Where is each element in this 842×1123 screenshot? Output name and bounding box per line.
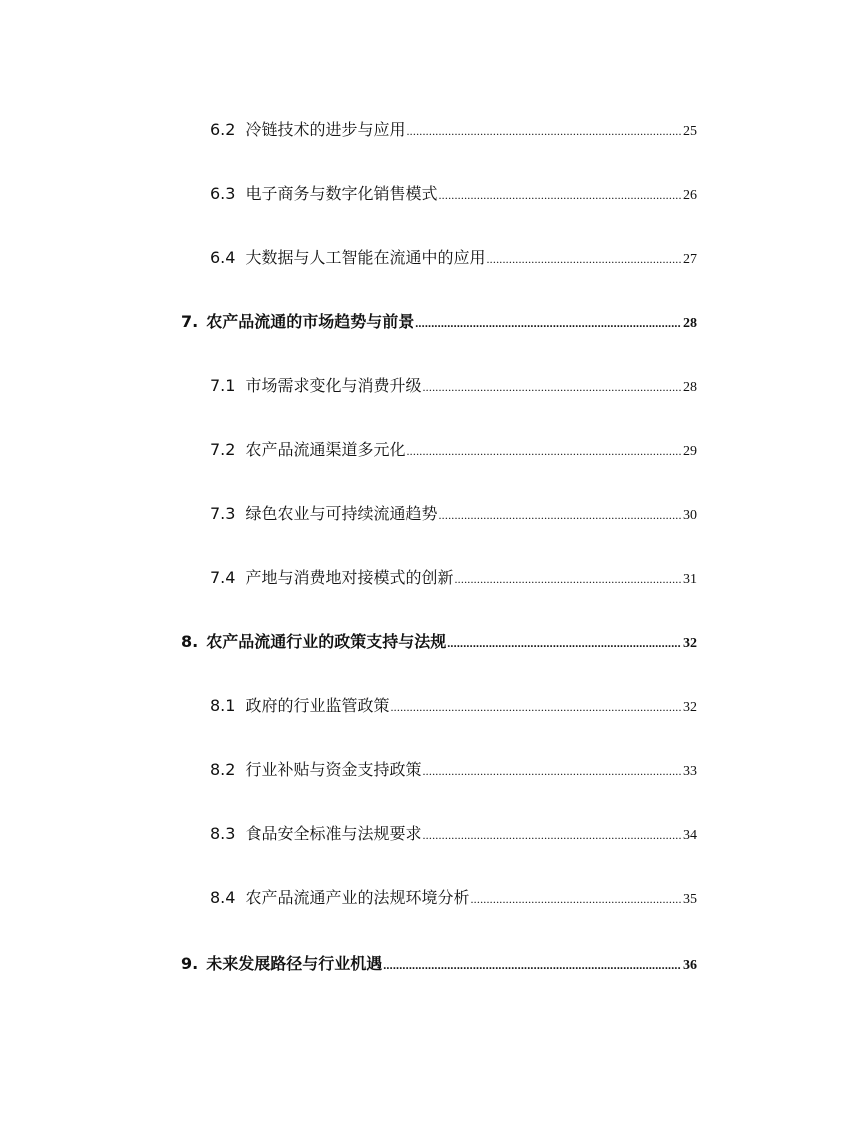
entry-number: 6.2	[210, 120, 236, 139]
toc-entry-6-2[interactable]	[210, 118, 697, 142]
dot-leader	[422, 823, 681, 847]
entry-number: 8.1	[210, 696, 236, 715]
dot-leader	[454, 567, 681, 591]
entry-title: 食品安全标准与法规要求	[245, 824, 422, 843]
toc-entry-8[interactable]	[181, 630, 697, 654]
page-number: 29	[683, 444, 697, 459]
dot-leader	[383, 953, 681, 977]
dot-leader	[390, 695, 681, 719]
toc-entry-7-3[interactable]	[210, 502, 697, 526]
page-number: 35	[683, 892, 697, 907]
entry-title: 冷链技术的进步与应用	[245, 120, 406, 139]
page-number: 25	[683, 124, 697, 139]
toc-entry-8-1[interactable]	[210, 694, 697, 718]
entry-number: 8.3	[210, 824, 236, 843]
entry-title: 农产品流通产业的法规环境分析	[245, 888, 470, 907]
page-number: 31	[683, 572, 697, 587]
entry-title: 政府的行业监管政策	[245, 696, 390, 715]
toc-entry-7-1[interactable]	[210, 374, 697, 398]
dot-leader	[406, 119, 681, 143]
entry-title: 绿色农业与可持续流通趋势	[245, 504, 438, 523]
dot-leader	[406, 439, 681, 463]
entry-title: 农产品流通的市场趋势与前景	[206, 312, 415, 331]
dot-leader	[422, 759, 681, 783]
dot-leader	[438, 183, 681, 207]
dot-leader	[486, 247, 681, 271]
toc-entry-7-2[interactable]	[210, 438, 697, 462]
page-number: 27	[683, 252, 697, 267]
entry-title: 农产品流通行业的政策支持与法规	[206, 632, 447, 651]
entry-number: 8.2	[210, 760, 236, 779]
entry-number: 7.	[181, 312, 199, 331]
entry-title: 产地与消费地对接模式的创新	[245, 568, 454, 587]
page-number: 32	[683, 636, 697, 651]
toc-entry-8-4[interactable]	[210, 886, 697, 910]
entry-number: 6.4	[210, 248, 236, 267]
page-number: 28	[683, 380, 697, 395]
page-number: 26	[683, 188, 697, 203]
dot-leader	[447, 631, 681, 655]
entry-title: 未来发展路径与行业机遇	[206, 954, 383, 973]
entry-number: 8.	[181, 632, 199, 651]
toc-entry-8-3[interactable]	[210, 822, 697, 846]
entry-title: 市场需求变化与消费升级	[245, 376, 422, 395]
entry-title: 农产品流通渠道多元化	[245, 440, 406, 459]
dot-leader	[470, 887, 681, 911]
page-number: 32	[683, 700, 697, 715]
entry-number: 7.3	[210, 504, 236, 523]
entry-number: 7.1	[210, 376, 236, 395]
toc-entry-6-3[interactable]	[210, 182, 697, 206]
page-number: 28	[683, 316, 697, 331]
toc-entry-6-4[interactable]	[210, 246, 697, 270]
dot-leader	[415, 311, 681, 335]
toc-entry-7-4[interactable]	[210, 566, 697, 590]
entry-number: 6.3	[210, 184, 236, 203]
page-number: 30	[683, 508, 697, 523]
toc-entry-7[interactable]	[181, 310, 697, 334]
entry-number: 7.2	[210, 440, 236, 459]
entry-title: 电子商务与数字化销售模式	[245, 184, 438, 203]
entry-number: 9.	[181, 954, 199, 973]
page-number: 36	[683, 958, 697, 973]
dot-leader	[438, 503, 681, 527]
entry-title: 行业补贴与资金支持政策	[245, 760, 422, 779]
entry-number: 7.4	[210, 568, 236, 587]
toc-entry-9[interactable]	[181, 952, 697, 976]
entry-number: 8.4	[210, 888, 236, 907]
dot-leader	[422, 375, 681, 399]
page-number: 33	[683, 764, 697, 779]
entry-title: 大数据与人工智能在流通中的应用	[245, 248, 486, 267]
page-number: 34	[683, 828, 697, 843]
toc-entry-8-2[interactable]	[210, 758, 697, 782]
